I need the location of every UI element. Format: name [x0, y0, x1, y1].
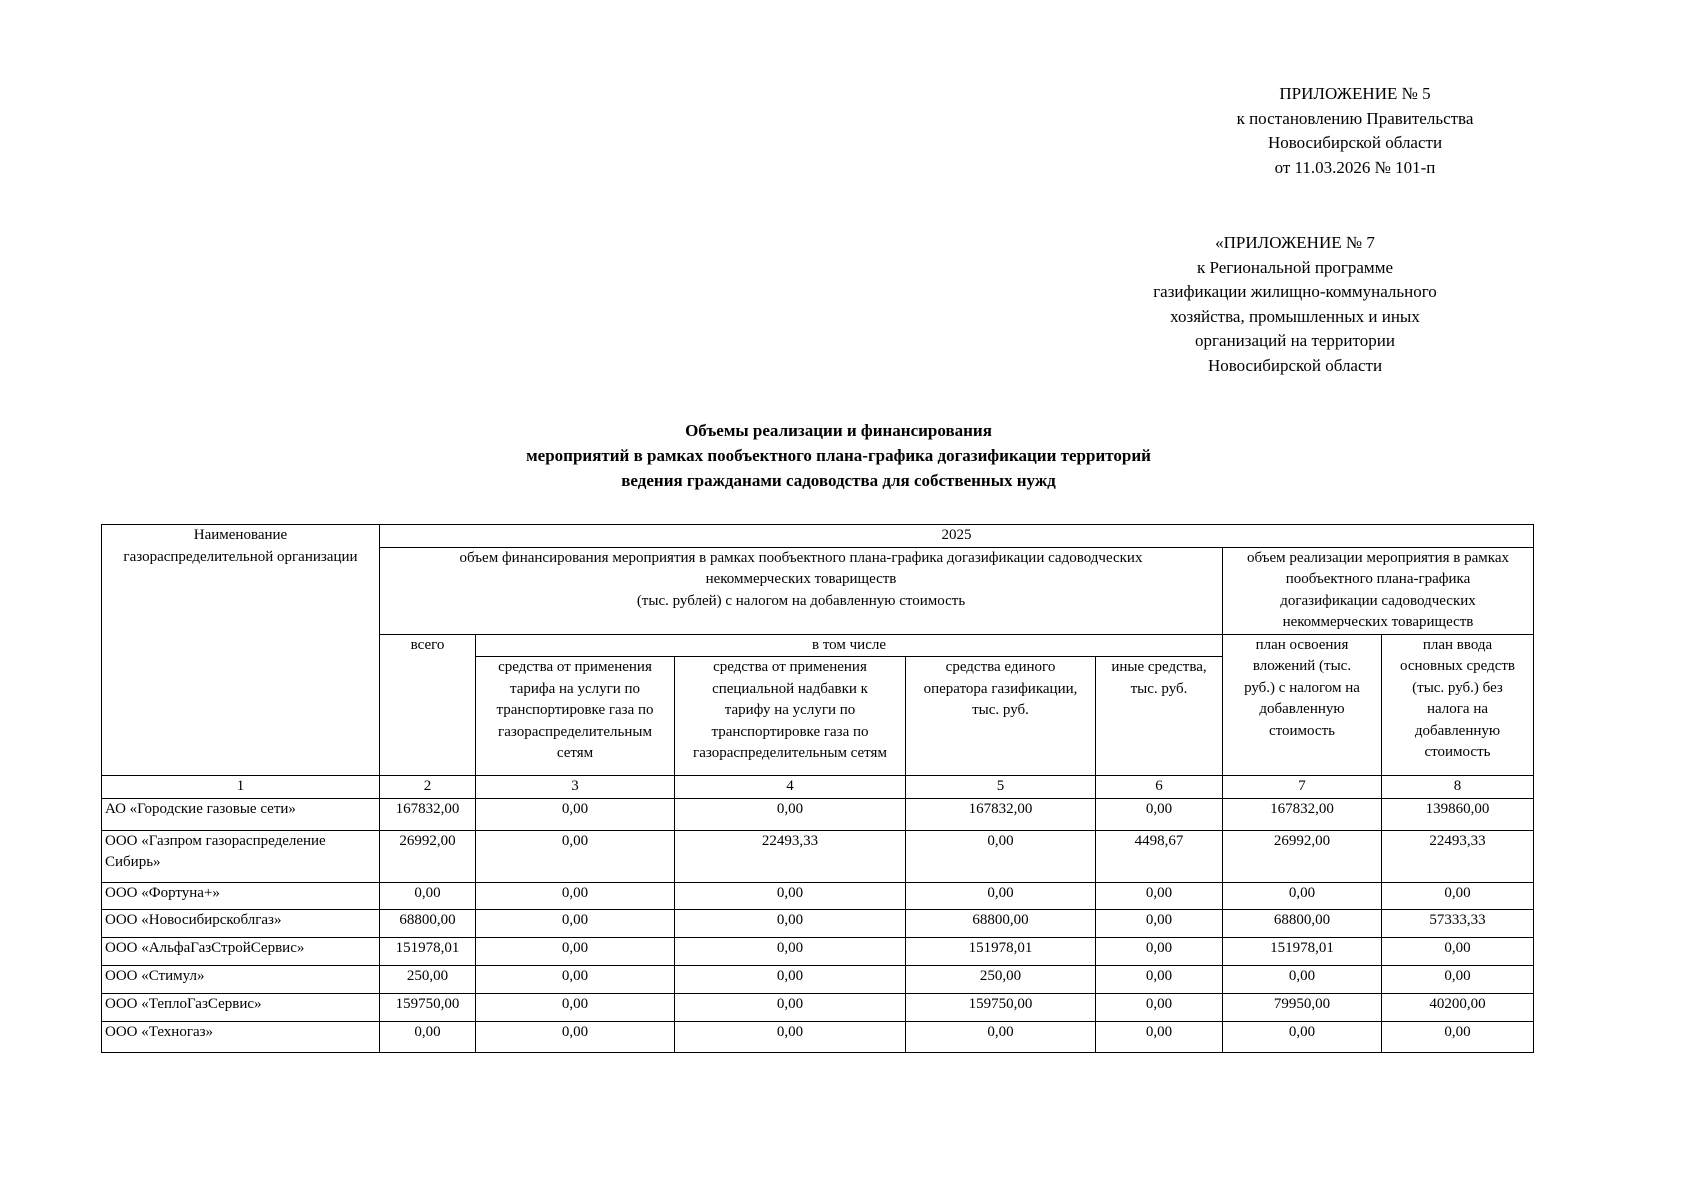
org-name-line: ООО «Техногаз» — [105, 1023, 214, 1040]
annex-5-line: к постановлению Правительства — [1236, 108, 1474, 128]
value-cell: 0,00 — [1382, 882, 1534, 909]
value-cell: 0,00 — [476, 993, 675, 1021]
org-name-line: ООО «Стимул» — [105, 967, 205, 984]
column-number: 1 — [102, 776, 380, 799]
header-year: 2025 — [380, 525, 1534, 548]
value-cell: 68800,00 — [906, 909, 1096, 937]
header-text: добавленную — [1259, 701, 1345, 717]
header-text: Наименование — [193, 527, 288, 543]
header-org-name — [102, 525, 380, 657]
value-cell: 0,00 — [675, 937, 906, 965]
value-cell: 22493,33 — [675, 830, 906, 882]
value-cell: 0,00 — [1096, 993, 1223, 1021]
value-cell: 0,00 — [1096, 965, 1223, 993]
header-including: в том числе — [476, 634, 1223, 657]
value-cell: 167832,00 — [1223, 798, 1382, 830]
value-cell: 0,00 — [1382, 1021, 1534, 1052]
annex-7-line: хозяйства, промышленных и иных — [1170, 306, 1420, 326]
header-implementation-group — [1223, 547, 1534, 634]
value-cell: 0,00 — [1096, 798, 1223, 830]
header-text: план ввода — [1422, 636, 1493, 653]
value-cell: 250,00 — [380, 965, 476, 993]
value-cell: 40200,00 — [1382, 993, 1534, 1021]
header-text: догазификации садоводческих — [1280, 592, 1476, 609]
header-text: тарифу на услуги по — [724, 702, 856, 718]
value-cell: 0,00 — [675, 965, 906, 993]
value-cell: 139860,00 — [1382, 798, 1534, 830]
value-cell: 26992,00 — [380, 830, 476, 882]
annex-7-line: организаций на территории — [1195, 331, 1395, 350]
org-name-cell — [102, 909, 380, 937]
annex-5-line: Новосибирской области — [1267, 133, 1443, 152]
value-cell: 68800,00 — [380, 909, 476, 937]
data-rows — [102, 798, 1534, 1052]
value-cell: 0,00 — [1223, 882, 1382, 909]
annex-5-header — [1170, 82, 1540, 180]
org-name-line: ООО «ТеплоГазСервис» — [105, 995, 262, 1012]
column-number: 4 — [675, 776, 906, 799]
value-cell: 0,00 — [1223, 1021, 1382, 1052]
value-cell: 0,00 — [1382, 937, 1534, 965]
value-cell: 0,00 — [906, 882, 1096, 909]
header-text: газораспределительным — [498, 723, 652, 740]
column-number: 7 — [1223, 776, 1382, 799]
header-text: газораспределительным сетям — [693, 745, 887, 761]
value-cell: 0,00 — [476, 965, 675, 993]
header-text: средства единого — [945, 659, 1056, 675]
value-cell: 0,00 — [675, 909, 906, 937]
header-text: объем реализации мероприятия в рамках — [1246, 549, 1509, 566]
header-text: средства от применения — [713, 659, 867, 675]
header-col-7 — [1223, 634, 1382, 776]
value-cell: 0,00 — [675, 1021, 906, 1052]
header-text: некоммерческих товариществ — [1282, 614, 1474, 630]
annex-5-line: от 11.03.2026 № 101-п — [1274, 157, 1436, 177]
value-cell: 0,00 — [476, 798, 675, 830]
table-row — [102, 882, 1534, 909]
header-text: пообъектного плана-графика — [1285, 571, 1471, 587]
value-cell: 0,00 — [675, 993, 906, 1021]
value-cell: 167832,00 — [380, 798, 476, 830]
value-cell: 0,00 — [1096, 909, 1223, 937]
org-name-cell — [102, 798, 380, 830]
header-text: оператора газификации, — [923, 680, 1078, 697]
annex-7-header — [1110, 231, 1480, 378]
value-cell: 0,00 — [1382, 965, 1534, 993]
value-cell: 0,00 — [675, 798, 906, 830]
org-name-line: АО «Городские газовые сети» — [105, 800, 296, 817]
document-title — [300, 418, 1377, 493]
header-text: транспортировке газа по — [496, 702, 654, 718]
header-text: налога на — [1426, 701, 1489, 717]
header-text: иные средства, — [1111, 659, 1207, 675]
value-cell: 159750,00 — [380, 993, 476, 1021]
header-text: добавленную — [1414, 722, 1501, 739]
value-cell: 0,00 — [380, 882, 476, 909]
header-col-4 — [675, 657, 906, 776]
financing-table — [101, 524, 1534, 1053]
header-finance-group — [380, 547, 1223, 634]
header-text: тыс. руб. — [972, 702, 1029, 718]
header-text: (тыс. руб.) без — [1412, 679, 1503, 696]
value-cell: 4498,67 — [1096, 830, 1223, 882]
header-text: руб.) с налогом на — [1244, 679, 1360, 696]
org-name-cell — [102, 993, 380, 1021]
title-line: мероприятий в рамках пообъектного плана-графика догазификации территорий — [526, 446, 1151, 465]
value-cell: 167832,00 — [906, 798, 1096, 830]
value-cell: 79950,00 — [1223, 993, 1382, 1021]
annex-7-line: к Региональной программе — [1196, 257, 1393, 277]
org-name-cell — [102, 1021, 380, 1052]
table-row — [102, 909, 1534, 937]
org-name-line: ООО «Фортуна+» — [105, 884, 220, 901]
table-row — [102, 993, 1534, 1021]
value-cell: 0,00 — [1096, 1021, 1223, 1052]
table-row — [102, 830, 1534, 882]
header-org-name-cont — [102, 657, 380, 776]
header-text: сетям — [556, 745, 594, 761]
value-cell: 68800,00 — [1223, 909, 1382, 937]
header-text: (тыс. рублей) с налогом на добавленную стоимость — [636, 592, 966, 609]
column-number: 8 — [1382, 776, 1534, 799]
header-text: план освоения — [1255, 636, 1349, 653]
org-name-cell — [102, 882, 380, 909]
org-name-line: Сибирь» — [105, 854, 161, 870]
table-row — [102, 937, 1534, 965]
value-cell: 0,00 — [1096, 882, 1223, 909]
header-text: стоимость — [1269, 722, 1335, 739]
table-row — [102, 965, 1534, 993]
value-cell: 250,00 — [906, 965, 1096, 993]
header-text: некоммерческих товариществ — [705, 571, 897, 587]
header-text: стоимость — [1424, 744, 1491, 760]
header-col-5 — [906, 657, 1096, 776]
header-col-3 — [476, 657, 675, 776]
value-cell: 57333,33 — [1382, 909, 1534, 937]
column-number: 2 — [380, 776, 476, 799]
value-cell: 0,00 — [476, 830, 675, 882]
header-col-6 — [1096, 657, 1223, 776]
value-cell: 151978,01 — [906, 937, 1096, 965]
header-text: транспортировке газа по — [711, 723, 869, 740]
value-cell: 151978,01 — [380, 937, 476, 965]
value-cell: 0,00 — [1096, 937, 1223, 965]
annex-7-line: «ПРИЛОЖЕНИЕ № 7 — [1215, 233, 1375, 252]
header-text: специальной надбавки к — [712, 680, 868, 697]
title-line: ведения гражданами садоводства для собственных нужд — [621, 471, 1056, 490]
table-row — [102, 1021, 1534, 1052]
header-row-year — [102, 525, 1534, 548]
org-name-line: ООО «АльфаГазСтройСервис» — [105, 939, 305, 956]
header-text: тарифа на услуги по — [509, 680, 641, 697]
org-name-line: ООО «Газпром газораспределение — [105, 832, 326, 849]
org-name-cell — [102, 965, 380, 993]
value-cell: 0,00 — [476, 882, 675, 909]
column-number: 3 — [476, 776, 675, 799]
annex-7-line: Новосибирской области — [1207, 355, 1383, 375]
value-cell: 0,00 — [906, 830, 1096, 882]
value-cell: 0,00 — [675, 882, 906, 909]
value-cell: 0,00 — [476, 937, 675, 965]
value-cell: 26992,00 — [1223, 830, 1382, 882]
header-text: средства от применения — [498, 659, 652, 675]
value-cell: 22493,33 — [1382, 830, 1534, 882]
value-cell: 159750,00 — [906, 993, 1096, 1021]
header-col-8 — [1382, 634, 1534, 776]
header-text: газораспределительной организации — [123, 548, 358, 565]
value-cell: 151978,01 — [1223, 937, 1382, 965]
value-cell: 0,00 — [1223, 965, 1382, 993]
column-number-row — [102, 776, 1534, 799]
value-cell: 0,00 — [476, 909, 675, 937]
org-name-line: ООО «Новосибирскоблгаз» — [105, 911, 282, 928]
header-text: тыс. руб. — [1130, 680, 1188, 697]
header-text: вложений (тыс. — [1252, 658, 1352, 674]
org-name-cell — [102, 830, 380, 882]
title-line: Объемы реализации и финансирования — [685, 421, 992, 440]
value-cell: 0,00 — [906, 1021, 1096, 1052]
annex-5-line: ПРИЛОЖЕНИЕ № 5 — [1279, 84, 1431, 103]
header-total: всего — [380, 634, 476, 776]
value-cell: 0,00 — [476, 1021, 675, 1052]
org-name-cell — [102, 937, 380, 965]
column-number: 5 — [906, 776, 1096, 799]
header-text: основных средств — [1399, 658, 1516, 674]
header-text: объем финансирования мероприятия в рамках пообъектного плана-графика догазификации садоводческих — [459, 549, 1143, 566]
value-cell: 0,00 — [380, 1021, 476, 1052]
table-row — [102, 798, 1534, 830]
annex-7-line: газификации жилищно-коммунального — [1153, 282, 1437, 301]
column-number: 6 — [1096, 776, 1223, 799]
